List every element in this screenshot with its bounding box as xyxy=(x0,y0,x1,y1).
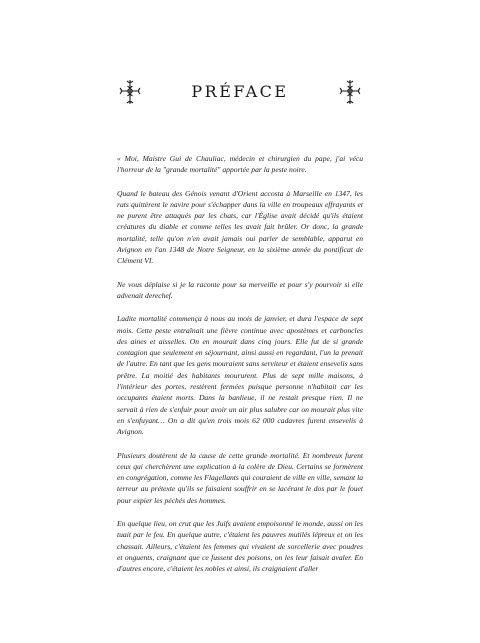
paragraph-4: Ladite mortalité commença à nous au mois de janvier, et dura l'espace de sept mois. Cette peste entraînait une fièvre continue avec apostèmes et carboncles des aines et aisselles. On en mourait dans cinq jours. Elle fut de si grande contagion que seulement en séjournant, ainsi aussi en regardant, l'un la prenait de l'autre. En tant que les gens mouraient sans serviteur et étaient ensevelis sans prêtre. La moitié des habitants moururent. Plus de sept mille maisons, à l'intérieur des portes, restèrent fermées puisque personne n'habitait car les occupants étaient morts. Dans la banlieue, il ne restait presque rien. Il ne servait à rien de s'enfuir pour avoir un air plus salubre car on mourait plus vite en s'enfuyant… On a dit qu'en trois mois 62 000 cadavres furent ensevelis à Avignon. xyxy=(117,314,363,437)
page-title: PRÉFACE xyxy=(191,82,289,101)
paragraph-2: Quand le bateau des Génois venant d'Orient accosta à Marseille en 1347, les rats quittèrent le navire pour s'échapper dans la ville en troupeaux effrayants et ne purent être attaqués par les chats, car l'Église avait décidé qu'ils étaient créatures du diable et comme telles les avait fait brûler. Or donc, la grande mortalité, telle qu'on n'en avait jamais oui parler de semblable, apparut en Avignon en l'an 1348 de Notre Seigneur, en la sixième année du pontificat de Clément VI. xyxy=(117,188,363,266)
paragraph-6: En quelque lieu, on crut que les Juifs avaient empoisonné le monde, aussi on les tuait par le feu. En quelque autre, c'étaient les pauvres mutilés lépreux et on les chassait. Ailleurs, c'étaient les femmes qui vivaient de sorcellerie avec poudres et onguents, craignant que ce fussent des poisons, on les leur faisait avaler. En d'autres encore, c'étaient les nobles et ainsi, ils craignaient d'aller xyxy=(117,519,363,574)
preface-body xyxy=(117,153,363,587)
left-cross-ornament-icon xyxy=(118,78,142,106)
paragraph-5: Plusieurs doutèrent de la cause de cette grande mortalité. Et nombreux furent ceux qui cherchèrent une explication à la colère de Dieu. Certains se formèrent en congrégation, comme les Flagellants qui couraient de ville en ville, semant la terreur au prétexte qu'ils se faisaient souffrir en se lacérant le dos par le fouet pour expier les péchés des hommes. xyxy=(117,450,363,505)
chapter-header xyxy=(118,74,362,110)
paragraph-3: Ne vous déplaise si je la raconte pour sa merveille et pour s'y pourvoir si elle advenait derechef. xyxy=(117,279,363,300)
paragraph-1: « Moi, Maistre Gui de Chauliac, médecin et chirurgien du pape, j'ai vécu l'horreur de la "grande mortalité" apportée par la peste noire. xyxy=(117,154,363,175)
right-cross-ornament-icon xyxy=(338,78,362,106)
